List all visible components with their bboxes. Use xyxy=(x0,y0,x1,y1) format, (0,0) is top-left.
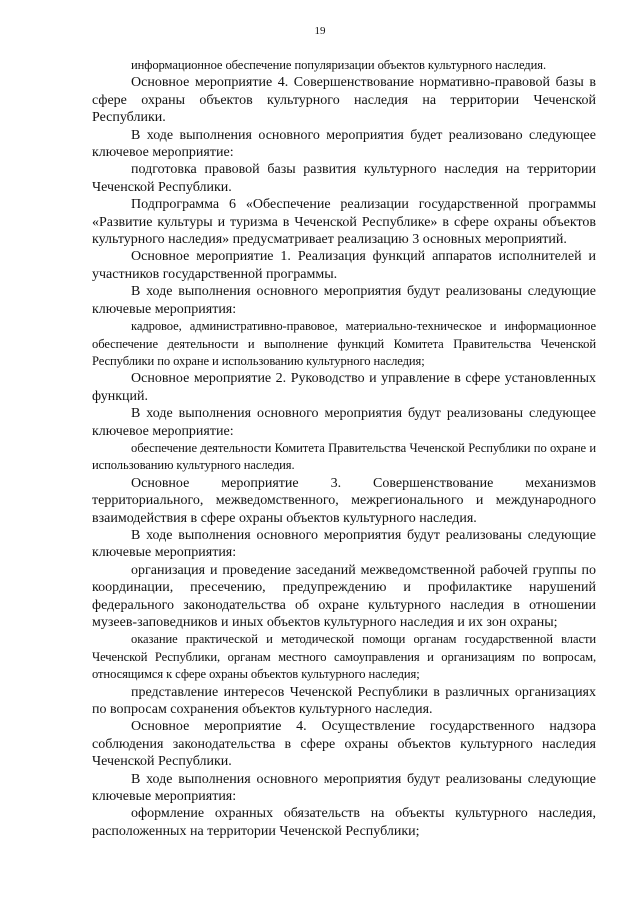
paragraph: Основное мероприятие 3. Совершенствование механизмов территориального, межведомственного, межрегионального и международного взаимодействия в сфере охраны объектов культурного наследия. xyxy=(92,475,596,526)
paragraph: Основное мероприятие 4. Осуществление государственного надзора соблюдения законодательства в сфере охраны объектов культурного наследия Чеченской Республики. xyxy=(92,719,596,770)
paragraph: информационное обеспечение популяризации объектов культурного наследия. xyxy=(131,58,546,72)
paragraph: Основное мероприятие 1. Реализация функций аппаратов исполнителей и участников государственной программы. xyxy=(92,249,596,282)
paragraph: подготовка правовой базы развития культурного наследия на территории Чеченской Республики. xyxy=(92,162,596,195)
paragraph: В ходе выполнения основного мероприятия будут реализованы следующие ключевые мероприятия: xyxy=(92,771,596,805)
paragraph: В ходе выполнения основного мероприятия будет реализовано следующее ключевое мероприятие: xyxy=(92,127,596,161)
paragraph: Подпрограмма 6 «Обеспечение реализации государственной программы «Развитие культуры и туризма в Чеченской Республике» в сфере охраны объектов культурного наследия» предусматривает реализацию 3 основных мероприятий. xyxy=(92,197,596,248)
document-body xyxy=(92,57,596,840)
paragraph: В ходе выполнения основного мероприятия будут реализованы следующие ключевые мероприятия: xyxy=(92,527,596,561)
paragraph: Основное мероприятие 2. Руководство и управление в сфере установленных функций. xyxy=(92,371,596,404)
paragraph: В ходе выполнения основного мероприятия будут реализованы следующее ключевое мероприятие: xyxy=(92,406,596,439)
paragraph: обеспечение деятельности Комитета Правительства Чеченской Республики по охране и использованию культурного наследия. xyxy=(92,440,596,473)
paragraph: Основное мероприятие 4. Совершенствование нормативно-правовой базы в сфере охраны объектов культурного наследия на территории Чеченской Республики. xyxy=(92,75,596,126)
paragraph: организация и проведение заседаний межведомственной рабочей группы по координации, пресечению, предупреждению и профилактике нарушений федерального законодательства об охране культурного наследия в отношении музеев-заповедников и иных объектов культурного наследия и их зон охраны; xyxy=(92,562,596,630)
paragraph: В ходе выполнения основного мероприятия будут реализованы следующие ключевые мероприятия: xyxy=(92,284,596,317)
paragraph: представление интересов Чеченской Республики в различных организациях по вопросам сохранения объектов культурного наследия. xyxy=(92,684,596,718)
paragraph: оказание практической и методической помощи органам государственной власти Чеченской Республики, органам местного самоуправления и организациям по вопросам, относящимся к сфере охраны объектов культурного наследия; xyxy=(92,632,596,682)
page-number: 19 xyxy=(314,25,326,37)
paragraph: оформление охранных обязательств на объекты культурного наследия, расположенных на территории Чеченской Республики; xyxy=(92,806,596,839)
paragraph: кадровое, административно-правовое, материально-техническое и информационное обеспечение деятельности и выполнение функций Комитета Правительства Чеченской Республики по охране и использованию культурного наследия; xyxy=(92,319,596,368)
